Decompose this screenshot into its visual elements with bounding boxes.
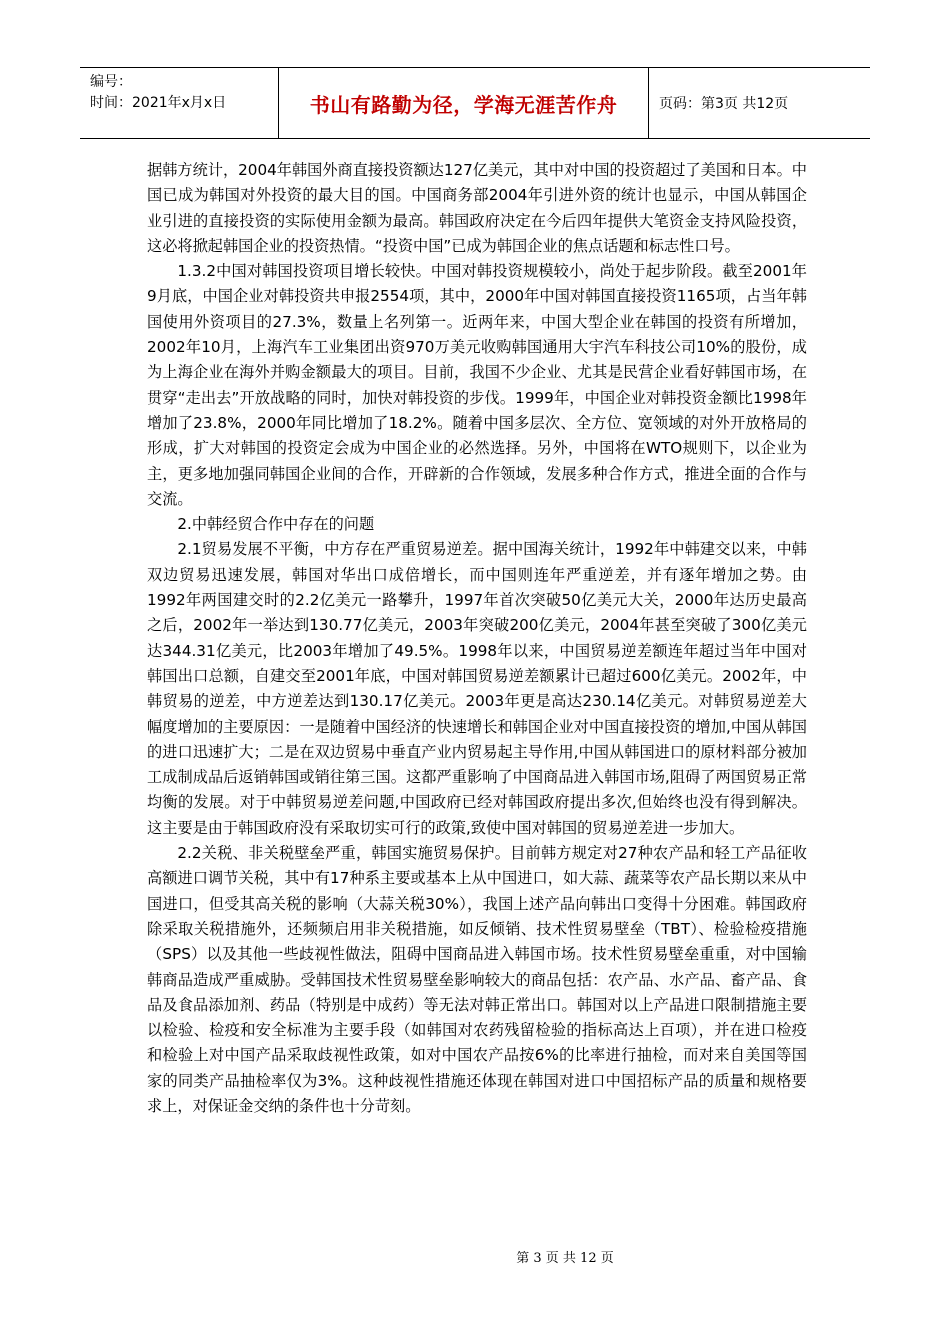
body-text [147,158,807,1119]
header-page-info: 页码：第3页 共12页 [659,96,789,112]
page-footer [0,1247,950,1266]
doc-number-label: 编号： [90,74,132,90]
paragraph-2-2: 2.2关税、非关税壁垒严重，韩国实施贸易保护。目前韩方规定对27种农产品和轻工产品征收高额进口调节关税，其中有17种系主要或基本上从中国进口，如大蒜、蔬菜等农产品长期以来从中国进口，但受其高关税的影响（大蒜关税30%），我国上述产品向韩出口变得十分困难。韩国政府除采取关税措施外，还频频启用非关税措施，如反倾销、技术性贸易壁垒（TBT）、检验检疫措施（SPS）以及其他一些歧视性做法，阻碍中国商品进入韩国市场。技术性贸易壁垒重重，对中国输韩商品造成严重威胁。受韩国技术性贸易壁垒影响较大的商品包括：农产品、水产品、畜产品、食品及食品添加剂、药品（特别是中成药）等无法对韩正常出口。韩国对以上产品进口限制措施主要以检验、检疫和安全标准为主要手段（如韩国对农药残留检验的指标高达上百项），并在进口检疫和检验上对中国产品采取歧视性政策，如对中国农产品按6%的比率进行抽检，而对来自美国等国家的同类产品抽检率仅为3%。这种歧视性措施还体现在韩国对进口中国招标产品的质量和规格要求上，对保证金交纳的条件也十分苛刻。 [147,844,807,1115]
footer-page-number: 第 3 页 共 12 页 [516,1251,614,1266]
paragraph-2: 1.3.2中国对韩国投资项目增长较快。中国对韩投资规模较小，尚处于起步阶段。截至2001年9月底，中国企业对韩投资共申报2554项，其中，2000年中国对韩国直接投资1165项，占当年韩国使用外资项目的27.3%，数量上名列第一。近两年来，中国大型企业在韩国的投资有所增加，2002年10月，上海汽车工业集团出资970万美元收购韩国通用大宇汽车科技公司10%的股份，成为上海企业在海外并购金额最大的项目。目前，我国不少企业、尤其是民营企业看好韩国市场，在贯穿“走出去”开放战略的同时，加快对韩投资的步伐。1999年，中国企业对韩投资金额比1998年增加了23.8%，2000年同比增加了18.2%。随着中国多层次、全方位、宽领域的对外开放格局的形成，扩大对韩国的投资定会成为中国企业的必然选择。另外，中国将在WTO规则下，以企业为主，更多地加强同韩国企业间的合作，开辟新的合作领域，发展多种合作方式，推进全面的合作与交流。 [147,262,807,508]
paragraph-1: 据韩方统计，2004年韩国外商直接投资额达127亿美元，其中对中国的投资超过了美国和日本。中国已成为韩国对外投资的最大目的国。中国商务部2004年引进外资的统计也显示，中国从韩国企业引进的直接投资的实际使用金额为最高。韩国政府决定在今后四年提供大笔资金支持风险投资，这必将掀起韩国企业的投资热情。“投资中国”已成为韩国企业的焦点话题和标志性口号。 [147,161,807,255]
page-header [80,67,870,139]
paragraph-2-1: 2.1贸易发展不平衡，中方存在严重贸易逆差。据中国海关统计，1992年中韩建交以来，中韩双边贸易迅速发展，韩国对华出口成倍增长，而中国则连年严重逆差，并有逐年增加之势。由1992年两国建交时的2.2亿美元一路攀升，1997年首次突破50亿美元大关，2000年达历史最高之后，2002年一举达到130.77亿美元，2003年突破200亿美元，2004年甚至突破了300亿美元达344.31亿美元，比2003年增加了49.5%。1998年以来，中国贸易逆差额连年超过当年中国对韩国出口总额，自建交至2001年底，中国对韩国贸易逆差额累计已超过600亿美元。2002年，中韩贸易的逆差，中方逆差达到130.17亿美元。2003年更是高达230.14亿美元。对韩贸易逆差大幅度增加的主要原因：一是随着中国经济的快速增长和韩国企业对中国直接投资的增加,中国从韩国的进口迅速扩大；二是在双边贸易中垂直产业内贸易起主导作用,中国从韩国进口的原材料部分被加工成制成品后返销韩国或销往第三国。这都严重影响了中国商品进入韩国市场,阻碍了两国贸易正常均衡的发展。对于中韩贸易逆差问题,中国政府已经对韩国政府提出多次,但始终也没有得到解决。这主要是由于韩国政府没有采取切实可行的政策,致使中国对韩国的贸易逆差进一步加大。 [147,540,807,837]
section-heading-2: 2.中韩经贸合作中存在的问题 [177,515,375,534]
header-meta [80,68,279,138]
doc-time-label: 时间：2021年x月x日 [90,95,227,111]
header-motto: 书山有路勤为径，学海无涯苦作舟 [279,68,649,138]
